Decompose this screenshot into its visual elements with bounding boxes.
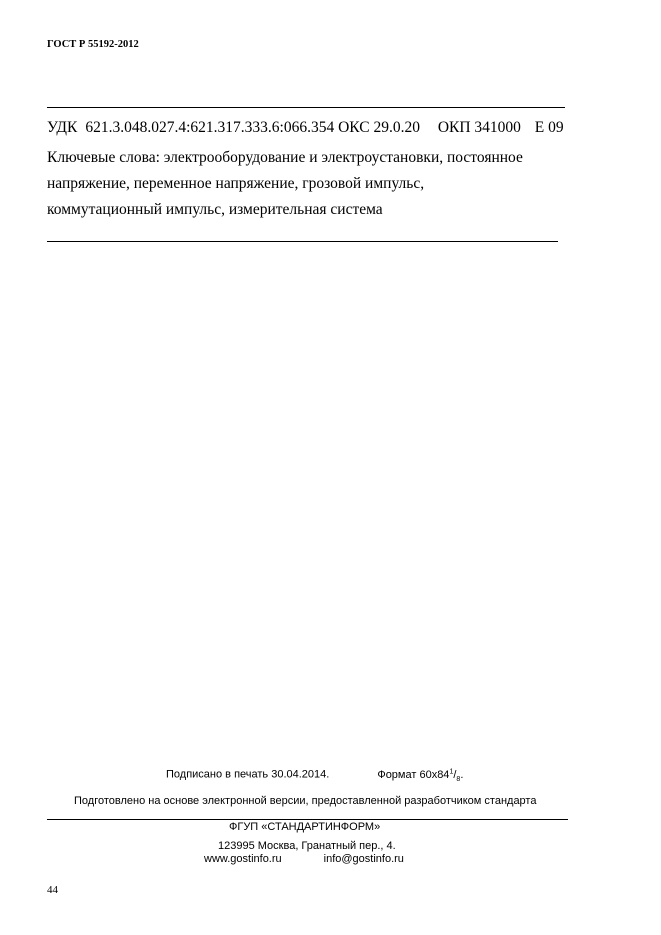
signed-date: Подписано в печать 30.04.2014. xyxy=(166,768,330,781)
standard-code: ГОСТ Р 55192-2012 xyxy=(47,39,139,50)
bottom-divider xyxy=(47,819,568,820)
page-number: 44 xyxy=(47,884,58,896)
website-link[interactable]: www.gostinfo.ru xyxy=(204,853,282,865)
e-code: Е 09 xyxy=(534,119,564,136)
publisher-name: ФГУП «СТАНДАРТИНФОРМ» xyxy=(229,821,381,833)
email-link[interactable]: info@gostinfo.ru xyxy=(323,853,404,865)
keywords-block xyxy=(47,145,567,223)
keywords-line: Ключевые слова: электрооборудование и электроустановки, постоянное xyxy=(47,149,523,166)
classification-line xyxy=(47,119,564,137)
udc-value: 621.3.048.027.4:621.317.333.6:066.354 xyxy=(85,119,335,136)
publisher-contacts xyxy=(204,853,404,865)
okp-code: ОКП 341000 xyxy=(437,119,521,136)
paper-format: Формат $60x84^1/_8$. xyxy=(377,768,464,783)
keywords-line: напряжение, переменное напряжение, грозовой импульс, xyxy=(47,175,425,192)
publisher-address: 123995 Москва, Гранатный пер., 4. xyxy=(218,840,396,852)
top-divider xyxy=(47,107,565,108)
keywords-line: коммутационный импульс, измерительная система xyxy=(47,201,383,218)
prepared-note: Подготовлено на основе электронной версии, предоставленной разработчиком стандарта xyxy=(74,795,537,807)
udc-label: УДК xyxy=(47,119,78,136)
middle-divider xyxy=(47,241,558,242)
oks-code: ОКС 29.0.20 xyxy=(338,119,420,136)
imprint-signed-line xyxy=(166,768,463,783)
